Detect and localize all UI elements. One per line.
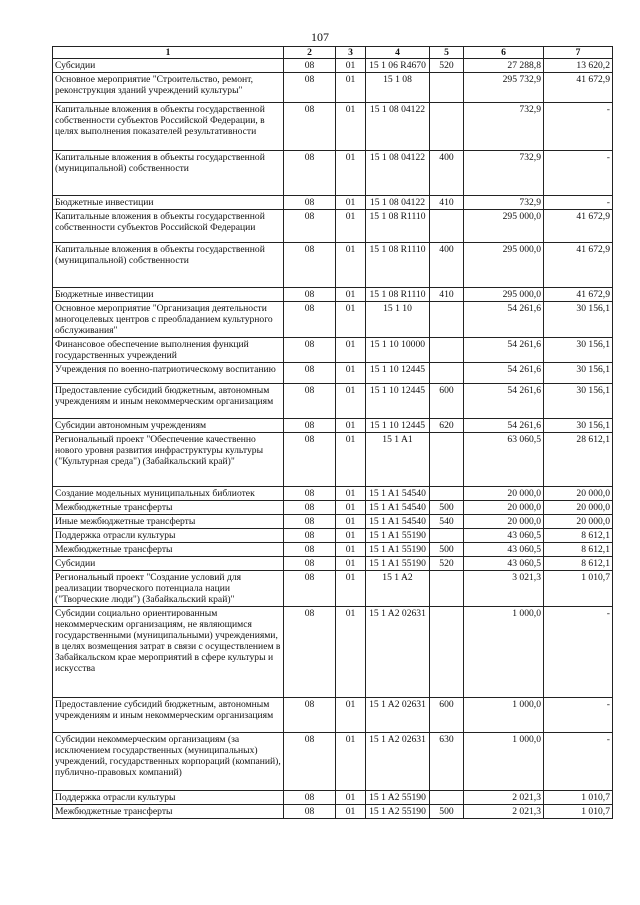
table-row bbox=[53, 698, 613, 733]
row-section-cell: 08 bbox=[284, 73, 336, 103]
row-amount-1-cell: 54 261,6 bbox=[464, 302, 544, 338]
row-section-cell: 08 bbox=[284, 363, 336, 384]
row-expense-type-cell bbox=[430, 791, 464, 805]
row-target-article-cell: 15 1 10 bbox=[366, 302, 430, 338]
row-amount-2-cell: 30 156,1 bbox=[544, 338, 613, 363]
row-name-cell: Создание модельных муниципальных библиотек bbox=[53, 487, 284, 501]
row-target-article-cell: 15 1 A2 02631 bbox=[366, 733, 430, 791]
row-amount-2-cell: 20 000,0 bbox=[544, 501, 613, 515]
header-row bbox=[53, 47, 613, 59]
row-amount-2-cell: 20 000,0 bbox=[544, 515, 613, 529]
row-expense-type-cell bbox=[430, 433, 464, 487]
row-target-article-cell: 15 1 06 R4670 bbox=[366, 59, 430, 73]
table-row bbox=[53, 607, 613, 698]
row-expense-type-cell bbox=[430, 363, 464, 384]
row-name-cell: Предоставление субсидий бюджетным, автономным учреждениям и иным некоммерческим организациям bbox=[53, 384, 284, 419]
row-name-cell: Субсидии социально ориентированным некоммерческим организациям, не являющимся государственными (муниципальными) учреждениями, в целях возмещения затрат в связи с осуществлением в Забайкальском крае мероприятий в сфере культуры и искусства bbox=[53, 607, 284, 698]
row-expense-type-cell: 500 bbox=[430, 543, 464, 557]
row-expense-type-cell: 540 bbox=[430, 515, 464, 529]
row-subsection-cell: 01 bbox=[336, 733, 366, 791]
table-body bbox=[53, 59, 613, 819]
row-target-article-cell: 15 1 A1 bbox=[366, 433, 430, 487]
row-target-article-cell: 15 1 A2 55190 bbox=[366, 805, 430, 819]
table-row bbox=[53, 288, 613, 302]
row-subsection-cell: 01 bbox=[336, 384, 366, 419]
row-target-article-cell: 15 1 A2 02631 bbox=[366, 698, 430, 733]
row-amount-2-cell: - bbox=[544, 733, 613, 791]
row-amount-1-cell: 20 000,0 bbox=[464, 487, 544, 501]
row-target-article-cell: 15 1 A1 54540 bbox=[366, 487, 430, 501]
row-amount-2-cell: 20 000,0 bbox=[544, 487, 613, 501]
row-amount-2-cell: 8 612,1 bbox=[544, 543, 613, 557]
row-target-article-cell: 15 1 08 04122 bbox=[366, 103, 430, 151]
row-section-cell: 08 bbox=[284, 419, 336, 433]
row-amount-1-cell: 1 000,0 bbox=[464, 607, 544, 698]
table-row bbox=[53, 73, 613, 103]
row-expense-type-cell: 410 bbox=[430, 288, 464, 302]
row-target-article-cell: 15 1 A2 02631 bbox=[366, 607, 430, 698]
row-target-article-cell: 15 1 08 04122 bbox=[366, 196, 430, 210]
row-target-article-cell: 15 1 08 R1110 bbox=[366, 210, 430, 243]
header-cell: 5 bbox=[430, 47, 464, 59]
row-expense-type-cell bbox=[430, 529, 464, 543]
row-subsection-cell: 01 bbox=[336, 419, 366, 433]
row-target-article-cell: 15 1 10 12445 bbox=[366, 419, 430, 433]
row-amount-2-cell: 1 010,7 bbox=[544, 805, 613, 819]
row-name-cell: Поддержка отрасли культуры bbox=[53, 791, 284, 805]
header-cell: 3 bbox=[336, 47, 366, 59]
page-number: 107 bbox=[311, 30, 329, 44]
row-amount-2-cell: 30 156,1 bbox=[544, 384, 613, 419]
row-target-article-cell: 15 1 A2 bbox=[366, 571, 430, 607]
table-row bbox=[53, 384, 613, 419]
row-target-article-cell: 15 1 08 bbox=[366, 73, 430, 103]
row-section-cell: 08 bbox=[284, 607, 336, 698]
row-name-cell: Поддержка отрасли культуры bbox=[53, 529, 284, 543]
row-name-cell: Межбюджетные трансферты bbox=[53, 501, 284, 515]
row-amount-2-cell: 41 672,9 bbox=[544, 210, 613, 243]
row-name-cell: Капитальные вложения в объекты государственной собственности субъектов Российской Федерации bbox=[53, 210, 284, 243]
row-name-cell: Межбюджетные трансферты bbox=[53, 543, 284, 557]
row-expense-type-cell: 620 bbox=[430, 419, 464, 433]
table-row bbox=[53, 338, 613, 363]
row-amount-1-cell: 43 060,5 bbox=[464, 557, 544, 571]
row-amount-2-cell: - bbox=[544, 607, 613, 698]
row-amount-2-cell: - bbox=[544, 698, 613, 733]
row-subsection-cell: 01 bbox=[336, 791, 366, 805]
row-expense-type-cell bbox=[430, 302, 464, 338]
row-section-cell: 08 bbox=[284, 302, 336, 338]
header-cell: 4 bbox=[366, 47, 430, 59]
row-name-cell: Учреждения по военно-патриотическому воспитанию bbox=[53, 363, 284, 384]
row-target-article-cell: 15 1 10 10000 bbox=[366, 338, 430, 363]
table-row bbox=[53, 151, 613, 196]
row-name-cell: Капитальные вложения в объекты государственной (муниципальной) собственности bbox=[53, 151, 284, 196]
row-expense-type-cell bbox=[430, 571, 464, 607]
row-subsection-cell: 01 bbox=[336, 59, 366, 73]
table-row bbox=[53, 571, 613, 607]
row-target-article-cell: 15 1 08 04122 bbox=[366, 151, 430, 196]
row-name-cell: Региональный проект "Создание условий для реализации творческого потенциала нации ("Творческие люди") (Забайкальский край)" bbox=[53, 571, 284, 607]
row-target-article-cell: 15 1 A1 55190 bbox=[366, 529, 430, 543]
row-section-cell: 08 bbox=[284, 243, 336, 288]
table-row bbox=[53, 59, 613, 73]
row-name-cell: Субсидии некоммерческим организациям (за исключением государственных (муниципальных) учреждений, государственных корпораций (компаний), публично-правовых компаний) bbox=[53, 733, 284, 791]
row-amount-1-cell: 54 261,6 bbox=[464, 338, 544, 363]
row-section-cell: 08 bbox=[284, 210, 336, 243]
row-target-article-cell: 15 1 10 12445 bbox=[366, 384, 430, 419]
row-subsection-cell: 01 bbox=[336, 433, 366, 487]
row-amount-2-cell: 1 010,7 bbox=[544, 571, 613, 607]
row-section-cell: 08 bbox=[284, 698, 336, 733]
row-section-cell: 08 bbox=[284, 529, 336, 543]
row-expense-type-cell: 630 bbox=[430, 733, 464, 791]
row-name-cell: Капитальные вложения в объекты государственной собственности субъектов Российской Федерации, в целях выполнения показателей результативности bbox=[53, 103, 284, 151]
row-amount-2-cell: 41 672,9 bbox=[544, 243, 613, 288]
row-expense-type-cell: 520 bbox=[430, 557, 464, 571]
row-subsection-cell: 01 bbox=[336, 302, 366, 338]
row-name-cell: Региональный проект "Обеспечение качественно нового уровня развития инфраструктуры культуры ("Культурная среда") (Забайкальский край)" bbox=[53, 433, 284, 487]
row-section-cell: 08 bbox=[284, 805, 336, 819]
row-section-cell: 08 bbox=[284, 384, 336, 419]
table-row bbox=[53, 557, 613, 571]
row-target-article-cell: 15 1 A1 54540 bbox=[366, 501, 430, 515]
row-section-cell: 08 bbox=[284, 59, 336, 73]
row-subsection-cell: 01 bbox=[336, 288, 366, 302]
row-amount-2-cell: - bbox=[544, 103, 613, 151]
table-row bbox=[53, 419, 613, 433]
row-section-cell: 08 bbox=[284, 557, 336, 571]
row-expense-type-cell: 500 bbox=[430, 501, 464, 515]
row-target-article-cell: 15 1 08 R1110 bbox=[366, 288, 430, 302]
row-amount-1-cell: 63 060,5 bbox=[464, 433, 544, 487]
row-target-article-cell: 15 1 A1 54540 bbox=[366, 515, 430, 529]
row-subsection-cell: 01 bbox=[336, 607, 366, 698]
row-amount-1-cell: 43 060,5 bbox=[464, 543, 544, 557]
row-subsection-cell: 01 bbox=[336, 73, 366, 103]
row-amount-2-cell: - bbox=[544, 151, 613, 196]
table-row bbox=[53, 543, 613, 557]
row-subsection-cell: 01 bbox=[336, 103, 366, 151]
row-expense-type-cell: 400 bbox=[430, 243, 464, 288]
row-amount-1-cell: 3 021,3 bbox=[464, 571, 544, 607]
row-amount-1-cell: 20 000,0 bbox=[464, 501, 544, 515]
table-row bbox=[53, 515, 613, 529]
row-section-cell: 08 bbox=[284, 791, 336, 805]
row-amount-1-cell: 732,9 bbox=[464, 196, 544, 210]
row-section-cell: 08 bbox=[284, 288, 336, 302]
row-section-cell: 08 bbox=[284, 501, 336, 515]
row-amount-1-cell: 2 021,3 bbox=[464, 791, 544, 805]
table-row bbox=[53, 243, 613, 288]
table-row bbox=[53, 103, 613, 151]
row-name-cell: Основное мероприятие "Строительство, ремонт, реконструкция зданий учреждений культуры" bbox=[53, 73, 284, 103]
table-row bbox=[53, 433, 613, 487]
row-section-cell: 08 bbox=[284, 515, 336, 529]
header-cell: 1 bbox=[53, 47, 284, 59]
row-subsection-cell: 01 bbox=[336, 487, 366, 501]
row-amount-2-cell: 1 010,7 bbox=[544, 791, 613, 805]
row-target-article-cell: 15 1 08 R1110 bbox=[366, 243, 430, 288]
header-cell: 7 bbox=[544, 47, 613, 59]
row-subsection-cell: 01 bbox=[336, 805, 366, 819]
row-name-cell: Бюджетные инвестиции bbox=[53, 288, 284, 302]
row-target-article-cell: 15 1 A1 55190 bbox=[366, 543, 430, 557]
row-amount-1-cell: 295 000,0 bbox=[464, 210, 544, 243]
row-amount-1-cell: 2 021,3 bbox=[464, 805, 544, 819]
row-subsection-cell: 01 bbox=[336, 338, 366, 363]
row-section-cell: 08 bbox=[284, 433, 336, 487]
row-expense-type-cell bbox=[430, 103, 464, 151]
row-name-cell: Субсидии автономным учреждениям bbox=[53, 419, 284, 433]
row-subsection-cell: 01 bbox=[336, 196, 366, 210]
row-amount-2-cell: 8 612,1 bbox=[544, 557, 613, 571]
row-amount-2-cell: 28 612,1 bbox=[544, 433, 613, 487]
row-amount-1-cell: 1 000,0 bbox=[464, 733, 544, 791]
row-amount-2-cell: 13 620,2 bbox=[544, 59, 613, 73]
table-row bbox=[53, 791, 613, 805]
header-cell: 2 bbox=[284, 47, 336, 59]
row-amount-2-cell: 30 156,1 bbox=[544, 302, 613, 338]
row-amount-1-cell: 295 732,9 bbox=[464, 73, 544, 103]
row-subsection-cell: 01 bbox=[336, 515, 366, 529]
row-subsection-cell: 01 bbox=[336, 698, 366, 733]
row-name-cell: Капитальные вложения в объекты государственной (муниципальной) собственности bbox=[53, 243, 284, 288]
row-subsection-cell: 01 bbox=[336, 557, 366, 571]
row-expense-type-cell: 600 bbox=[430, 384, 464, 419]
row-expense-type-cell bbox=[430, 73, 464, 103]
row-amount-1-cell: 54 261,6 bbox=[464, 363, 544, 384]
row-amount-2-cell: 30 156,1 bbox=[544, 363, 613, 384]
table-row bbox=[53, 210, 613, 243]
row-amount-1-cell: 732,9 bbox=[464, 103, 544, 151]
row-name-cell: Бюджетные инвестиции bbox=[53, 196, 284, 210]
table-row bbox=[53, 501, 613, 515]
row-amount-2-cell: - bbox=[544, 196, 613, 210]
table-row bbox=[53, 487, 613, 501]
table-row bbox=[53, 733, 613, 791]
row-name-cell: Субсидии bbox=[53, 59, 284, 73]
row-section-cell: 08 bbox=[284, 103, 336, 151]
row-subsection-cell: 01 bbox=[336, 243, 366, 288]
row-section-cell: 08 bbox=[284, 151, 336, 196]
row-section-cell: 08 bbox=[284, 196, 336, 210]
row-amount-1-cell: 27 288,8 bbox=[464, 59, 544, 73]
row-expense-type-cell: 400 bbox=[430, 151, 464, 196]
row-subsection-cell: 01 bbox=[336, 151, 366, 196]
row-expense-type-cell: 410 bbox=[430, 196, 464, 210]
row-subsection-cell: 01 bbox=[336, 363, 366, 384]
table-row bbox=[53, 529, 613, 543]
row-amount-1-cell: 732,9 bbox=[464, 151, 544, 196]
row-expense-type-cell: 520 bbox=[430, 59, 464, 73]
row-name-cell: Межбюджетные трансферты bbox=[53, 805, 284, 819]
row-name-cell: Иные межбюджетные трансферты bbox=[53, 515, 284, 529]
row-expense-type-cell: 600 bbox=[430, 698, 464, 733]
row-amount-1-cell: 295 000,0 bbox=[464, 243, 544, 288]
row-amount-1-cell: 295 000,0 bbox=[464, 288, 544, 302]
row-section-cell: 08 bbox=[284, 733, 336, 791]
row-name-cell: Субсидии bbox=[53, 557, 284, 571]
row-subsection-cell: 01 bbox=[336, 529, 366, 543]
row-amount-1-cell: 54 261,6 bbox=[464, 419, 544, 433]
row-expense-type-cell bbox=[430, 487, 464, 501]
row-name-cell: Финансовое обеспечение выполнения функций государственных учреждений bbox=[53, 338, 284, 363]
row-expense-type-cell bbox=[430, 338, 464, 363]
row-name-cell: Основное мероприятие "Организация деятельности многоцелевых центров с преобладанием культурного обслуживания" bbox=[53, 302, 284, 338]
row-target-article-cell: 15 1 A1 55190 bbox=[366, 557, 430, 571]
row-name-cell: Предоставление субсидий бюджетным, автономным учреждениям и иным некоммерческим организациям bbox=[53, 698, 284, 733]
row-target-article-cell: 15 1 A2 55190 bbox=[366, 791, 430, 805]
header-cell: 6 bbox=[464, 47, 544, 59]
row-section-cell: 08 bbox=[284, 487, 336, 501]
row-subsection-cell: 01 bbox=[336, 543, 366, 557]
row-amount-2-cell: 8 612,1 bbox=[544, 529, 613, 543]
row-section-cell: 08 bbox=[284, 543, 336, 557]
table-row bbox=[53, 805, 613, 819]
row-section-cell: 08 bbox=[284, 338, 336, 363]
row-amount-2-cell: 30 156,1 bbox=[544, 419, 613, 433]
table-row bbox=[53, 302, 613, 338]
row-amount-1-cell: 20 000,0 bbox=[464, 515, 544, 529]
row-subsection-cell: 01 bbox=[336, 210, 366, 243]
row-amount-1-cell: 43 060,5 bbox=[464, 529, 544, 543]
row-amount-2-cell: 41 672,9 bbox=[544, 288, 613, 302]
row-expense-type-cell bbox=[430, 607, 464, 698]
table-row bbox=[53, 363, 613, 384]
row-amount-2-cell: 41 672,9 bbox=[544, 73, 613, 103]
table-row bbox=[53, 196, 613, 210]
row-expense-type-cell bbox=[430, 210, 464, 243]
row-amount-1-cell: 54 261,6 bbox=[464, 384, 544, 419]
budget-table bbox=[52, 46, 613, 819]
row-expense-type-cell: 500 bbox=[430, 805, 464, 819]
row-target-article-cell: 15 1 10 12445 bbox=[366, 363, 430, 384]
row-amount-1-cell: 1 000,0 bbox=[464, 698, 544, 733]
row-subsection-cell: 01 bbox=[336, 571, 366, 607]
row-subsection-cell: 01 bbox=[336, 501, 366, 515]
row-section-cell: 08 bbox=[284, 571, 336, 607]
